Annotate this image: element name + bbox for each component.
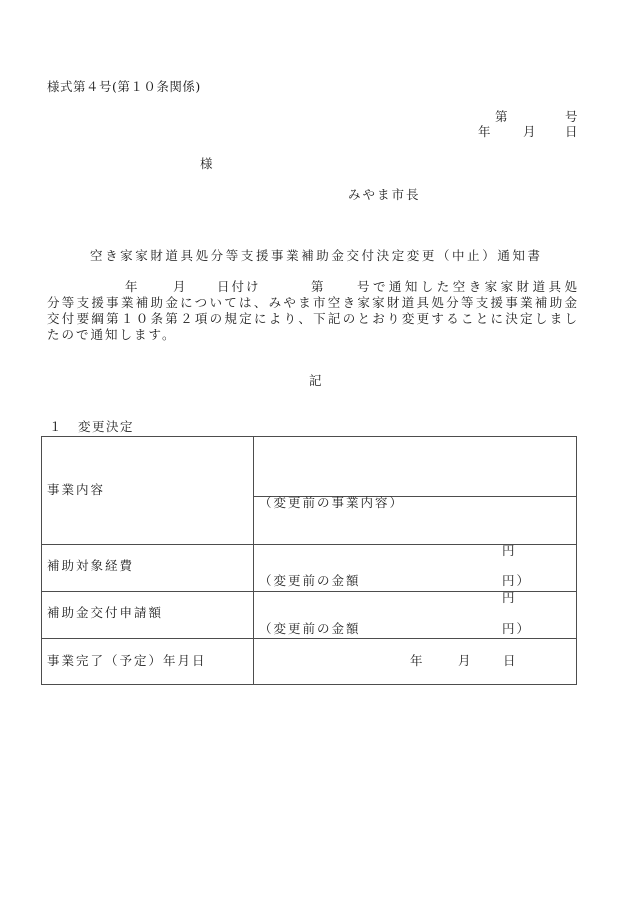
body-dated: 日付け	[217, 279, 261, 294]
body-line-1: 号で通知した空き家家財道具処	[357, 279, 577, 294]
application-amount-unit: 円	[502, 590, 517, 605]
eligible-cost-label: 補助対象経費	[47, 558, 135, 573]
value-cell	[253, 545, 577, 591]
table-row-eligible-cost	[41, 544, 577, 591]
section-number: １	[49, 419, 64, 434]
value-cell	[253, 639, 577, 685]
completion-date-label: 事業完了（予定）年月日	[47, 653, 207, 668]
label-cell	[41, 639, 254, 685]
value-cell	[253, 592, 577, 638]
table-row-completion-date	[41, 638, 577, 685]
section-title: 変更決定	[78, 419, 135, 434]
project-content-label: 事業内容	[47, 482, 106, 497]
form-number-label: 様式第４号(第１０条関係)	[47, 79, 201, 94]
body-month: 月	[173, 279, 188, 294]
issuer-name: みやま市長	[348, 187, 421, 202]
application-amount-previous-prefix: （変更前の金額	[259, 621, 361, 636]
table-row-project-content	[41, 436, 577, 544]
table-row-application-amount	[41, 591, 577, 638]
body-year: 年	[125, 279, 140, 294]
body-number-prefix: 第	[311, 279, 326, 294]
change-decision-table	[41, 436, 577, 685]
completion-date-month: 月	[458, 653, 473, 668]
application-amount-previous-suffix: 円）	[502, 621, 532, 636]
reference-number-prefix: 第	[495, 109, 510, 124]
value-cell	[253, 436, 577, 544]
application-amount-label: 補助金交付申請額	[47, 605, 164, 620]
addressee-honorific: 様	[200, 156, 215, 171]
eligible-cost-previous-suffix: 円）	[502, 573, 532, 588]
project-content-previous-note: （変更前の事業内容）	[259, 495, 405, 510]
completion-date-day: 日	[503, 653, 518, 668]
reference-number-suffix: 号	[565, 109, 580, 124]
reference-date-day: 日	[565, 124, 580, 139]
body-line-2: 分等支援事業補助金については、みやま市空き家家財道具処分等支援事業補助金	[47, 295, 577, 310]
reference-date-month: 月	[523, 124, 538, 139]
eligible-cost-unit: 円	[502, 543, 517, 558]
body-line-3: 交付要綱第１０条第２項の規定により、下記のとおり変更することに決定しまし	[47, 311, 577, 326]
document-title: 空き家家財道具処分等支援事業補助金交付決定変更（中止）通知書	[90, 248, 540, 263]
label-cell	[41, 592, 254, 638]
completion-date-year: 年	[410, 653, 425, 668]
label-cell	[41, 545, 254, 591]
project-content-new-area	[253, 436, 577, 497]
body-line-4: たので通知します。	[47, 327, 177, 342]
ki-heading: 記	[309, 373, 324, 388]
eligible-cost-previous-prefix: （変更前の金額	[259, 573, 361, 588]
label-cell	[41, 436, 254, 544]
reference-date-year: 年	[478, 124, 493, 139]
